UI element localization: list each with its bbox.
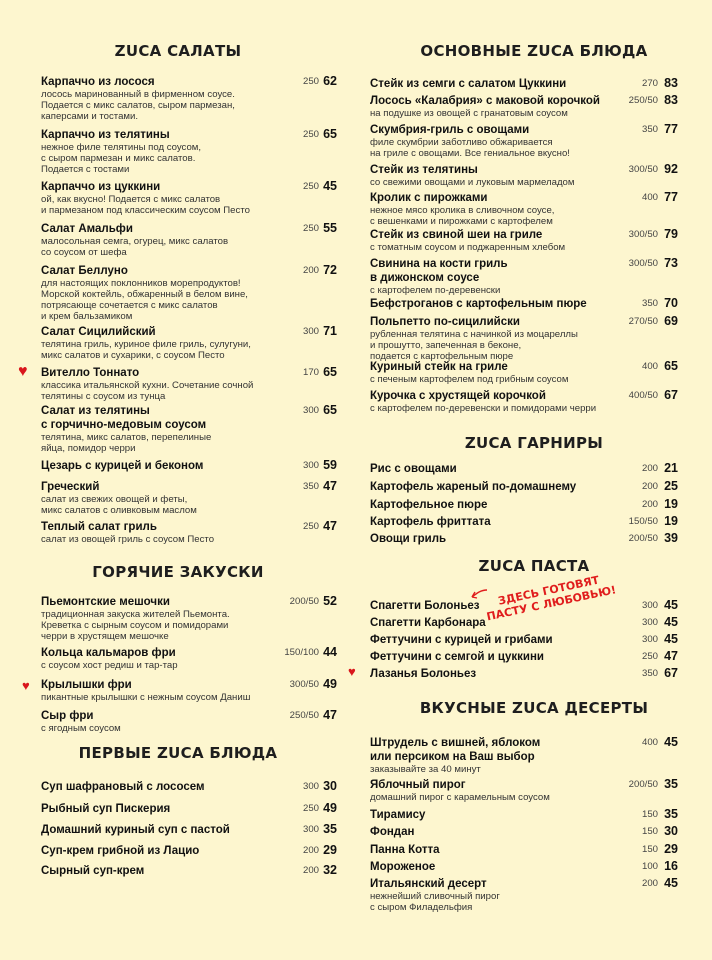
item-price: 77: [664, 190, 678, 204]
item-weight: 200: [302, 865, 319, 876]
menu-item: [370, 191, 690, 227]
item-description: с ягодным соусом: [41, 723, 121, 734]
item-name: Рис с овощами: [370, 463, 457, 475]
item-name: Сырный суп-крем: [41, 865, 145, 877]
menu-item: [370, 616, 690, 630]
menu-item: [41, 678, 341, 703]
item-price: 45: [664, 598, 678, 612]
menu-item: [41, 366, 341, 402]
item-name: Картофельное пюре: [370, 499, 488, 511]
item-weight: 300/50: [628, 164, 658, 175]
item-price: 35: [323, 822, 337, 836]
menu-item: [370, 297, 690, 311]
item-weight: 400: [641, 737, 658, 748]
item-weight: 250: [302, 521, 319, 532]
item-name: Бефстроганов с картофельным пюре: [370, 298, 587, 310]
item-description: с соусом хост редиш и тар-тар: [41, 660, 178, 671]
item-description: заказывайте за 40 минут: [370, 764, 481, 775]
menu-item: [41, 823, 341, 837]
item-name: Стейк из телятины: [370, 164, 478, 176]
item-description: со свежими овощами и луковым мармеладом: [370, 177, 575, 188]
menu-item: [41, 646, 341, 671]
section-title-soups: ПЕРВЫЕ ZUCA БЛЮДА: [78, 744, 278, 762]
item-name: Сыр фри: [41, 710, 94, 722]
item-name: Вителло Тоннато: [41, 367, 140, 379]
item-price: 69: [664, 314, 678, 328]
item-name: Овощи гриль: [370, 533, 447, 545]
item-name: Пьемонтские мешочки: [41, 596, 170, 608]
item-name: Карпаччо из лосося: [41, 76, 155, 88]
item-price: 49: [323, 801, 337, 815]
section-title-pasta: ZUCA ПАСТА: [478, 557, 590, 575]
item-name: Салат из телятины с горчично-медовым соусом: [41, 405, 207, 431]
item-weight: 170: [302, 367, 319, 378]
item-price: 62: [323, 74, 337, 88]
item-price: 47: [323, 479, 337, 493]
menu-item: [370, 480, 690, 494]
item-price: 52: [323, 594, 337, 608]
menu-item: [370, 532, 690, 546]
item-name: Лосось «Калабрия» с маковой корочкой: [370, 95, 600, 107]
item-weight: 200: [302, 265, 319, 276]
section-title-hot-appetizers: ГОРЯЧИЕ ЗАКУСКИ: [92, 563, 264, 581]
item-weight: 300/50: [289, 679, 319, 690]
item-weight: 270: [641, 78, 658, 89]
item-weight: 300: [302, 460, 319, 471]
item-weight: 300/50: [628, 229, 658, 240]
menu-item: [370, 360, 690, 385]
item-price: 29: [323, 843, 337, 857]
item-weight: 350: [641, 668, 658, 679]
item-price: 92: [664, 162, 678, 176]
item-price: 70: [664, 296, 678, 310]
item-price: 25: [664, 479, 678, 493]
item-price: 47: [323, 708, 337, 722]
item-price: 65: [323, 127, 337, 141]
item-name: Скумбрия-гриль с овощами: [370, 124, 530, 136]
item-weight: 300/50: [628, 258, 658, 269]
item-weight: 150: [641, 844, 658, 855]
item-weight: 300: [641, 617, 658, 628]
menu-item: [370, 808, 690, 822]
item-name: Карпаччо из телятины: [41, 129, 170, 141]
item-price: 65: [323, 365, 337, 379]
item-name: Яблочный пирог: [370, 779, 466, 791]
item-weight: 100: [641, 861, 658, 872]
menu-item: [370, 877, 690, 913]
item-weight: 400: [641, 192, 658, 203]
item-weight: 300: [641, 600, 658, 611]
item-price: 30: [664, 824, 678, 838]
section-title-desserts: ВКУСНЫЕ ZUCA ДЕСЕРТЫ: [419, 699, 649, 717]
item-name: Итальянский десерт: [370, 878, 487, 890]
section-title-mains: ОСНОВНЫЕ ZUCA БЛЮДА: [420, 42, 648, 60]
item-price: 73: [664, 256, 678, 270]
item-price: 21: [664, 461, 678, 475]
item-name: Суп-крем грибной из Лацио: [41, 845, 200, 857]
item-weight: 350: [641, 124, 658, 135]
item-name: Цезарь с курицей и беконом: [41, 460, 204, 472]
menu-item: [41, 844, 341, 858]
item-name: Спагетти Карбонара: [370, 617, 486, 629]
item-weight: 300: [302, 824, 319, 835]
menu-item: [41, 802, 341, 816]
item-weight: 400: [641, 361, 658, 372]
item-name: Куриный стейк на гриле: [370, 361, 508, 373]
item-price: 71: [323, 324, 337, 338]
item-price: 29: [664, 842, 678, 856]
item-name: Кролик с пирожками: [370, 192, 488, 204]
item-description: классика итальянской кухни. Сочетание сочной телятины с соусом из тунца: [41, 380, 254, 402]
heart-icon: ♥: [18, 363, 28, 380]
menu-item: [41, 404, 341, 454]
item-weight: 200/50: [628, 533, 658, 544]
item-price: 67: [664, 388, 678, 402]
item-description: салат из овощей гриль с соусом Песто: [41, 534, 215, 545]
item-name: Спагетти Болоньез: [370, 600, 480, 612]
item-weight: 200/50: [628, 779, 658, 790]
item-name: Феттучини с курицей и грибами: [370, 634, 553, 646]
item-weight: 200: [641, 878, 658, 889]
item-weight: 150: [641, 826, 658, 837]
menu-item: [41, 864, 341, 878]
item-weight: 200: [641, 481, 658, 492]
item-price: 79: [664, 227, 678, 241]
item-price: 59: [323, 458, 337, 472]
item-price: 45: [664, 735, 678, 749]
item-weight: 300: [302, 781, 319, 792]
item-description: традиционная закуска жителей Пьемонта. Креветка с сырным соусом и помидорами черри в хрустящем мешочке: [41, 609, 230, 642]
item-weight: 250/50: [628, 95, 658, 106]
item-name: Салат Амальфи: [41, 223, 133, 235]
item-price: 35: [664, 777, 678, 791]
item-name: Суп шафрановый с лососем: [41, 781, 205, 793]
item-name: Салат Беллуно: [41, 265, 128, 277]
item-price: 65: [664, 359, 678, 373]
item-price: 45: [664, 615, 678, 629]
item-description: для настоящих поклонников морепродуктов! Морской коктейль, обжаренный в белом вине, потрясающе сочетается с микс салатов и крем бальзамиком: [41, 278, 248, 322]
menu-item: [41, 595, 341, 642]
menu-item: [370, 843, 690, 857]
item-price: 19: [664, 514, 678, 528]
item-name: Картофель жареный по-домашнему: [370, 481, 577, 493]
item-price: 45: [664, 876, 678, 890]
item-weight: 150: [641, 809, 658, 820]
menu-item: [41, 780, 341, 794]
heart-icon: ♥: [22, 678, 30, 693]
item-description: салат из свежих овощей и феты, микс салатов с оливковым маслом: [41, 494, 197, 516]
menu-item: [41, 459, 341, 473]
item-price: 44: [323, 645, 337, 659]
item-weight: 200/50: [289, 596, 319, 607]
item-name: Свинина на кости гриль в дижонском соусе: [370, 258, 508, 284]
item-name: Стейк из семги с салатом Цуккини: [370, 78, 567, 90]
heart-icon: ♥: [348, 664, 356, 679]
item-description: ой, как вкусно! Подается с микс салатов и пармезаном под классическим соусом Песто: [41, 194, 250, 216]
menu-item: [370, 462, 690, 476]
item-weight: 350: [302, 481, 319, 492]
item-description: лосось маринованный в фирменном соусе. Подается с микс салатов, сыром пармезан, каперсами и тостами.: [41, 89, 235, 122]
item-description: филе скумбрии заботливо обжаривается на гриле с овощами. Все гениальное вкусно!: [370, 137, 570, 159]
item-price: 65: [323, 403, 337, 417]
menu-item: [41, 128, 341, 175]
item-price: 30: [323, 779, 337, 793]
item-name: Греческий: [41, 481, 100, 493]
menu-item: [370, 123, 690, 159]
item-weight: 200: [641, 499, 658, 510]
menu-item: [41, 709, 341, 734]
item-weight: 300: [302, 405, 319, 416]
item-description: домашний пирог с карамельным соусом: [370, 792, 550, 803]
menu-item: [370, 77, 690, 91]
item-price: 67: [664, 666, 678, 680]
menu-item: [370, 633, 690, 647]
item-description: с печеным картофелем под грибным соусом: [370, 374, 569, 385]
item-name: Карпаччо из цуккини: [41, 181, 161, 193]
item-description: с томатным соусом и поджаренным хлебом: [370, 242, 566, 253]
menu-item: [370, 778, 690, 803]
item-price: 83: [664, 93, 678, 107]
item-name: Салат Сицилийский: [41, 326, 156, 338]
item-weight: 150/100: [284, 647, 319, 658]
item-description: рубленная телятина с начинкой из моцареллы и прошутто, запеченная в беконе, подается с картофельным пюре: [370, 329, 578, 362]
menu-item: [370, 650, 690, 664]
item-name: Штрудель с вишней, яблоком или персиком на Ваш выбор: [370, 737, 541, 763]
menu-item: [41, 222, 341, 258]
item-name: Картофель фриттата: [370, 516, 491, 528]
item-weight: 270/50: [628, 316, 658, 327]
item-price: 45: [664, 632, 678, 646]
menu-item: [41, 180, 341, 216]
menu-item: [41, 520, 341, 545]
item-name: Мороженое: [370, 861, 436, 873]
item-weight: 350: [641, 298, 658, 309]
handwritten-note: ЗДЕСЬ ГОТОВЯТ ПАСТУ С ЛЮБОВЬЮ!: [485, 573, 618, 624]
item-weight: 200: [641, 463, 658, 474]
menu-item: [41, 75, 341, 122]
menu-item: [41, 325, 341, 361]
item-description: на подушке из овощей с гранатовым соусом: [370, 108, 568, 119]
item-name: Крылышки фри: [41, 679, 132, 691]
item-name: Курочка с хрустящей корочкой: [370, 390, 546, 402]
section-title-salads: ZUCA САЛАТЫ: [114, 42, 242, 60]
item-weight: 250: [302, 181, 319, 192]
menu-item: [41, 480, 341, 516]
item-description: с картофелем по-деревенски: [370, 285, 501, 296]
item-name: Феттучини с семгой и цуккини: [370, 651, 544, 663]
item-weight: 150/50: [628, 516, 658, 527]
item-price: 47: [664, 649, 678, 663]
item-price: 45: [323, 179, 337, 193]
item-weight: 300: [302, 326, 319, 337]
item-weight: 250: [302, 76, 319, 87]
item-description: телятина гриль, куриное филе гриль, сулугуни, микс салатов и сухарики, с соусом Песто: [41, 339, 251, 361]
menu-item: [370, 825, 690, 839]
item-weight: 400/50: [628, 390, 658, 401]
menu-item: [370, 498, 690, 512]
item-price: 47: [323, 519, 337, 533]
menu-item: [370, 94, 690, 119]
item-weight: 250: [302, 803, 319, 814]
item-name: Кольца кальмаров фри: [41, 647, 176, 659]
item-name: Тирамису: [370, 809, 426, 821]
item-weight: 250: [302, 129, 319, 140]
item-weight: 250: [302, 223, 319, 234]
item-name: Стейк из свиной шеи на гриле: [370, 229, 543, 241]
menu-item: [370, 515, 690, 529]
menu-item: [370, 163, 690, 188]
item-description: с картофелем по-деревенски и помидорами черри: [370, 403, 597, 414]
item-name: Фондан: [370, 826, 415, 838]
item-description: нежное мясо кролика в сливочном соусе, с вешенками и пирожками с картофелем: [370, 205, 555, 227]
item-price: 32: [323, 863, 337, 877]
item-price: 39: [664, 531, 678, 545]
item-description: малосольная семга, огурец, микс салатов со соусом от шефа: [41, 236, 229, 258]
menu-item: [370, 860, 690, 874]
item-price: 35: [664, 807, 678, 821]
item-name: Рыбный суп Пискерия: [41, 803, 171, 815]
item-weight: 200: [302, 845, 319, 856]
item-weight: 250: [641, 651, 658, 662]
item-weight: 250/50: [289, 710, 319, 721]
menu-item: [370, 228, 690, 253]
item-price: 83: [664, 76, 678, 90]
item-price: 16: [664, 859, 678, 873]
menu-item: [370, 667, 690, 681]
menu-item: [41, 264, 341, 322]
menu-item: [370, 389, 690, 414]
menu-item: [370, 315, 690, 362]
item-name: Теплый салат гриль: [41, 521, 157, 533]
item-price: 77: [664, 122, 678, 136]
item-name: Лазанья Болоньез: [370, 668, 477, 680]
item-description: пикантные крылышки с нежным соусом Даниш: [41, 692, 251, 703]
item-description: нежнейший сливочный пирог с сыром Филадельфия: [370, 891, 500, 913]
item-description: телятина, микс салатов, перепелиные яйца, помидор черри: [41, 432, 212, 454]
item-description: нежное филе телятины под соусом, с сыром пармезан и микс салатов. Подается с тостами: [41, 142, 202, 175]
menu-item: [370, 736, 690, 775]
item-price: 72: [323, 263, 337, 277]
item-name: Польпетто по-сицилийски: [370, 316, 520, 328]
section-title-sides: ZUCA ГАРНИРЫ: [464, 434, 604, 452]
item-weight: 300: [641, 634, 658, 645]
menu-item: [370, 257, 690, 296]
item-price: 19: [664, 497, 678, 511]
item-name: Домашний куриный суп с пастой: [41, 824, 230, 836]
item-price: 55: [323, 221, 337, 235]
item-price: 49: [323, 677, 337, 691]
item-name: Панна Котта: [370, 844, 440, 856]
